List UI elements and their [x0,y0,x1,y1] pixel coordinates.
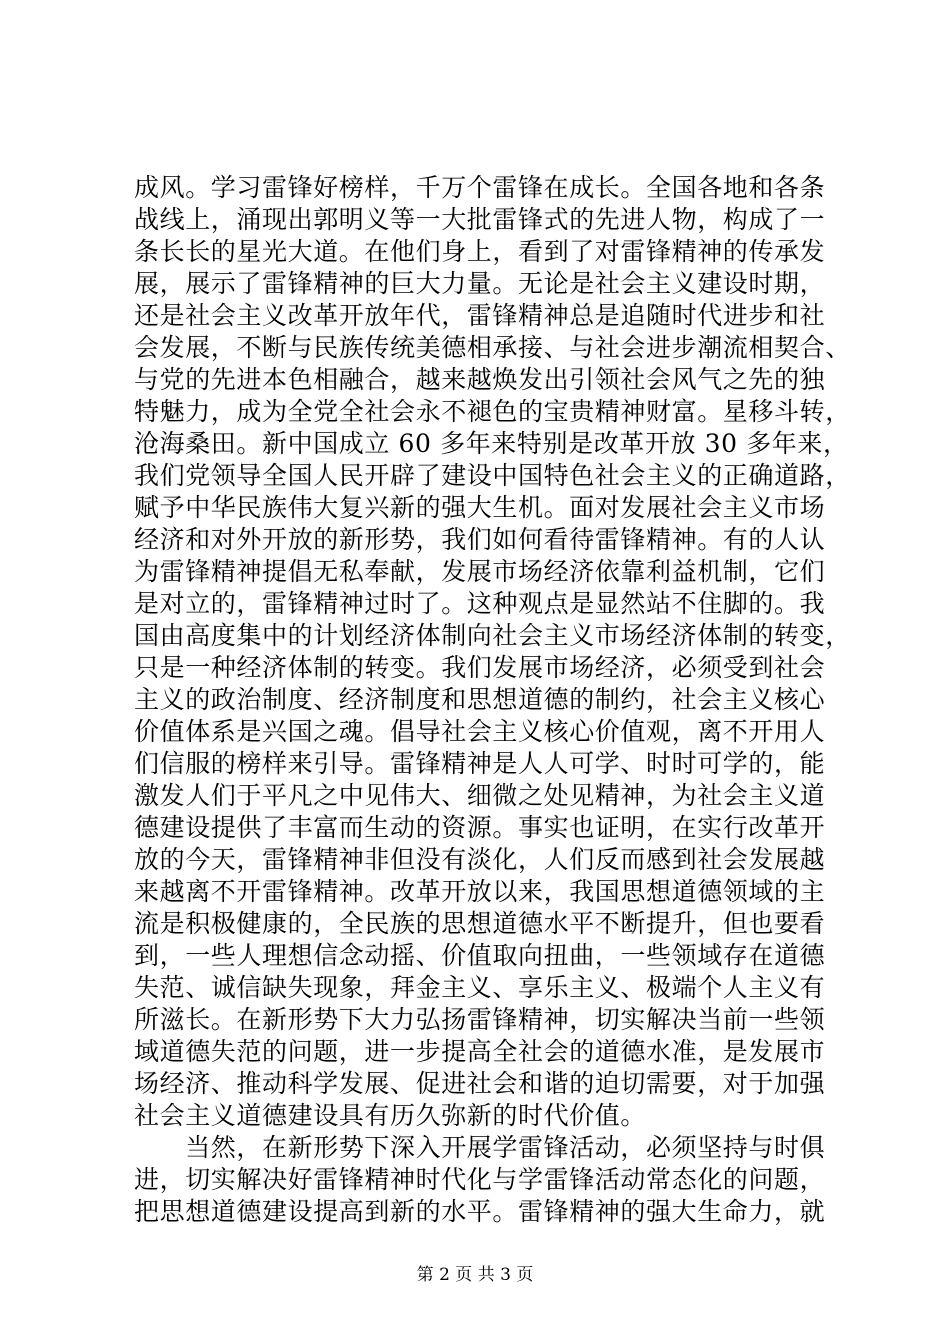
text-line: 成风。学习雷锋好榜样，千万个雷锋在成长。全国各地和各条 [134,173,826,202]
text-line: 进，切实解决好雷锋精神时代化与学雷锋活动常态化的问题， [134,1165,826,1194]
text-line: 沧海桑田。新中国成立 60 多年来特别是改革开放 30 多年来， [134,429,849,458]
text-line: 域道德失范的问题，进一步提高全社会的道德水准，是发展市 [134,1037,826,1066]
text-line: 战线上，涌现出郭明义等一大批雷锋式的先进人物，构成了一 [134,205,826,234]
text-line: 到，一些人理想信念动摇、价值取向扭曲，一些领域存在道德 [134,941,826,970]
text-line: 为雷锋精神提倡无私奉献，发展市场经济依靠利益机制，它们 [134,557,826,586]
text-line: 条长长的星光大道。在他们身上，看到了对雷锋精神的传承发 [134,237,826,266]
text-line: 是对立的，雷锋精神过时了。这种观点是显然站不住脚的。我 [134,589,826,618]
text-line: 激发人们于平凡之中见伟大、细微之处见精神，为社会主义道 [134,781,826,810]
text-line: 与党的先进本色相融合，越来越焕发出引领社会风气之先的独 [134,365,826,394]
text-line: 国由高度集中的计划经济体制向社会主义市场经济体制的转变， [134,621,851,650]
text-line: 经济和对外开放的新形势，我们如何看待雷锋精神。有的人认 [134,525,826,554]
text-line: 把思想道德建设提高到新的水平。雷锋精神的强大生命力，就 [134,1197,826,1226]
text-line: 只是一种经济体制的转变。我们发展市场经济，必须受到社会 [134,653,826,682]
text-line: 还是社会主义改革开放年代，雷锋精神总是追随时代进步和社 [134,301,826,330]
text-line: 社会主义道德建设具有历久弥新的时代价值。 [134,1101,647,1130]
text-line: 失范、诚信缺失现象，拜金主义、享乐主义、极端个人主义有 [134,973,826,1002]
text-line: 展，展示了雷锋精神的巨大力量。无论是社会主义建设时期， [134,269,826,298]
text-line: 场经济、推动科学发展、促进社会和谐的迫切需要，对于加强 [134,1069,826,1098]
text-line: 我们党领导全国人民开辟了建设中国特色社会主义的正确道路， [134,461,851,490]
text-line: 流是积极健康的，全民族的思想道德水平不断提升，但也要看 [134,909,826,938]
text-line: 所滋长。在新形势下大力弘扬雷锋精神，切实解决当前一些领 [134,1005,826,1034]
page-footer: 第 2 页 共 3 页 [416,1265,534,1285]
text-line: 放的今天，雷锋精神非但没有淡化，人们反而感到社会发展越 [134,845,826,874]
text-line: 赋予中华民族伟大复兴新的强大生机。面对发展社会主义市场 [134,493,826,522]
text-line: 来越离不开雷锋精神。改革开放以来，我国思想道德领域的主 [134,877,826,906]
text-line: 价值体系是兴国之魂。倡导社会主义核心价值观，离不开用人 [134,717,826,746]
text-line: 当然，在新形势下深入开展学雷锋活动，必须坚持与时俱 [134,1133,826,1162]
text-line: 们信服的榜样来引导。雷锋精神是人人可学、时时可学的，能 [134,749,826,778]
text-line: 特魅力，成为全党全社会永不褪色的宝贵精神财富。星移斗转， [134,397,851,426]
text-line: 会发展，不断与民族传统美德相承接、与社会进步潮流相契合、 [134,333,851,362]
text-line: 主义的政治制度、经济制度和思想道德的制约，社会主义核心 [134,685,826,714]
body-text [134,172,851,1228]
text-line: 德建设提供了丰富而生动的资源。事实也证明，在实行改革开 [134,813,826,842]
